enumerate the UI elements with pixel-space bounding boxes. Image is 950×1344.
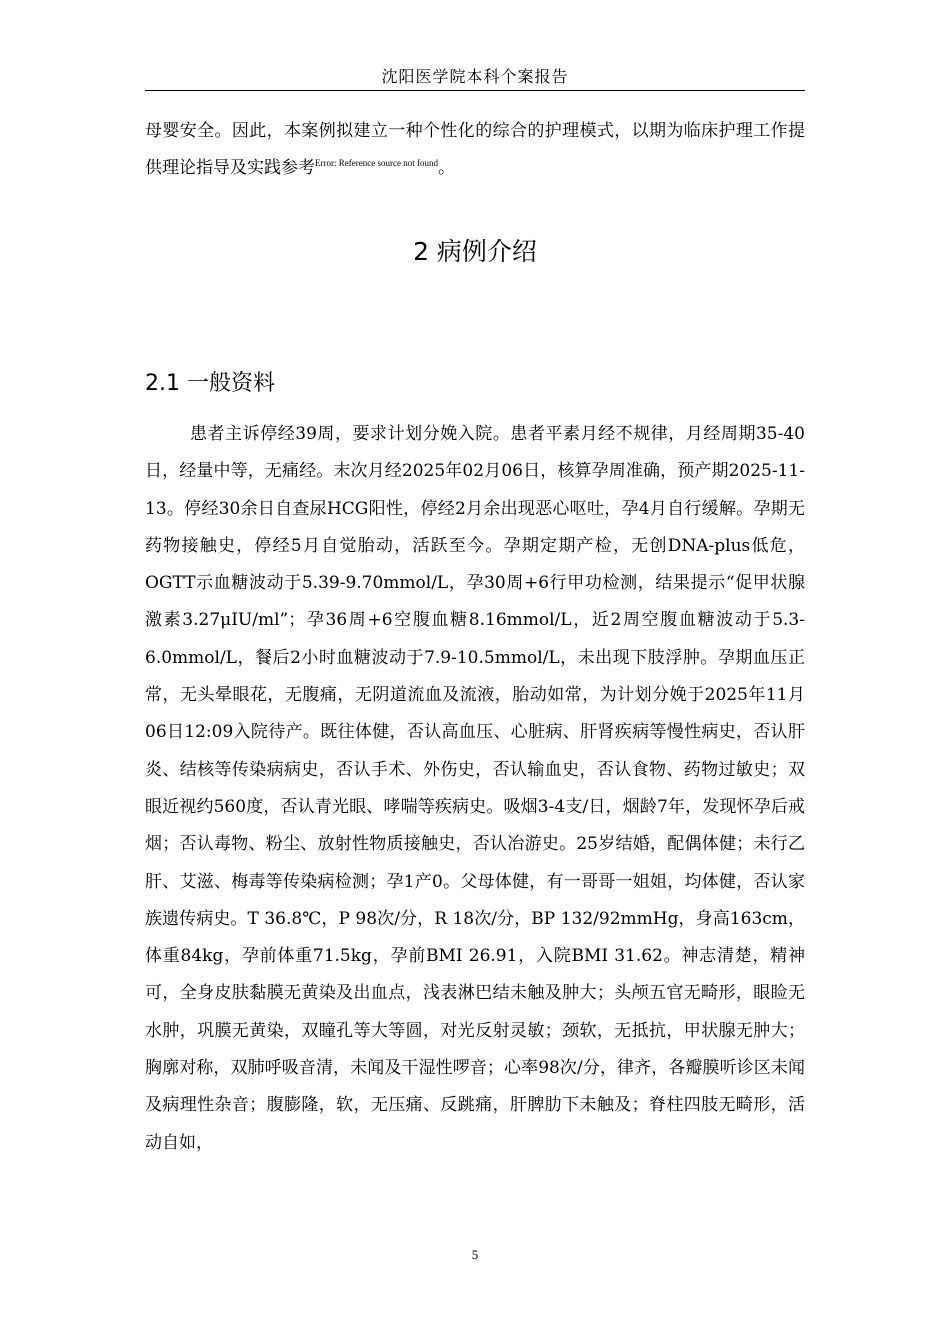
- body-paragraph: 患者主诉停经39周，要求计划分娩入院。患者平素月经不规律，月经周期35-40日，经量中等，无痛经。末次月经2025年02月06日，核算孕周准确，预产期2025-11-13。停经30余日自查尿HCG阳性，停经2月余出现恶心呕吐，孕4月自行缓解。孕期无药物接触史，停经5月自觉胎动，活跃至今。孕期定期产检，无创DNA-plus低危，OGTT示血糖波动于5.39-9.70mmol/L，孕30周+6行甲功检测，结果提示“促甲状腺激素3.27μIU/ml”；孕36周+6空腹血糖8.16mmol/L，近2周空腹血糖波动于5.3-6.0mmol/L，餐后2小时血糖波动于7.9-10.5mmol/L，未出现下肢浮肿。孕期血压正常，无头晕眼花，无腹痛，无阴道流血及流液，胎动如常，为计划分娩于2025年11月06日12:09入院待产。既往体健，否认高血压、心脏病、肝肾疾病等慢性病史，否认肝炎、结核等传染病病史，否认手术、外伤史，否认输血史，否认食物、药物过敏史；双眼近视约560度，否认青光眼、哮喘等疾病史。吸烟3-4支/日，烟龄7年，发现怀孕后戒烟；否认毒物、粉尘、放射性物质接触史，否认冶游史。25岁结婚，配偶体健；未行乙肝、艾滋、梅毒等传染病检测；孕1产0。父母体健，有一哥哥一姐姐，均体健，否认家族遗传病史。T 36.8℃，P 98次/分，R 18次/分，BP 132/92mmHg，身高163cm，体重84kg，孕前体重71.5kg，孕前BMI 26.91，入院BMI 31.62。神志清楚，精神可，全身皮肤黏膜无黄染及出血点，浅表淋巴结未触及肿大；头颅五官无畸形，眼睑无水肿，巩膜无黄染，双瞳孔等大等圆，对光反射灵敏；颈软，无抵抗，甲状腺无肿大；胸廓对称，双肺呼吸音清，未闻及干湿性啰音；心率98次/分，律齐，各瓣膜听诊区未闻及病理性杂音；腹膨隆，软，无压痛、反跳痛，肝脾肋下未触及；脊柱四肢无畸形，活动自如，: [145, 424, 805, 1153]
- header-rule: [145, 90, 805, 91]
- intro-paragraph: [145, 113, 805, 188]
- intro-text: 母婴安全。因此，本案例拟建立一种个性化的综合的护理模式，以期为临床护理工作提供理论指导及实践参考: [145, 121, 805, 179]
- reference-error: Error: Reference source not found: [315, 158, 438, 169]
- page-number: 5: [471, 1247, 479, 1262]
- running-header: 沈阳医学院本科个案报告: [381, 67, 569, 86]
- section-heading: 2.1 一般资料: [145, 371, 275, 396]
- chapter-heading: 2 病例介绍: [413, 237, 537, 266]
- intro-tail: 。: [437, 158, 455, 179]
